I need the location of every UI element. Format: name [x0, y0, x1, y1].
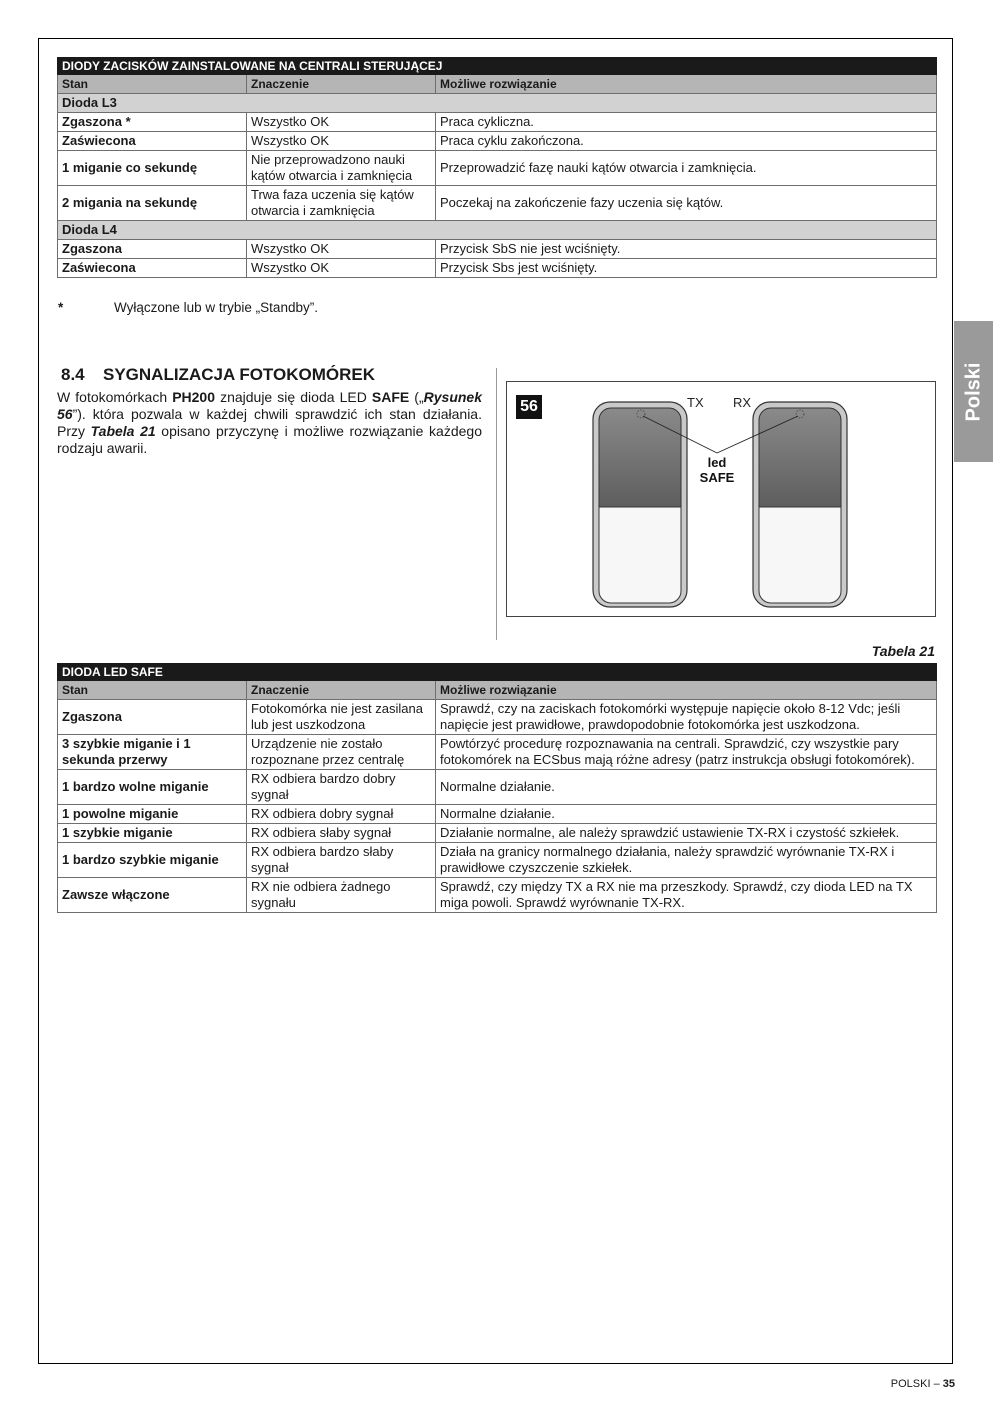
state-cell: Zaświecona [58, 259, 247, 278]
table-row [58, 132, 937, 151]
solution-cell: Poczekaj na zakończenie fazy uczenia się kątów. [436, 186, 937, 221]
state-cell: 1 szybkie miganie [58, 824, 247, 843]
solution-cell: Sprawdź, czy na zaciskach fotokomórki występuje napięcie około 8-12 Vdc; jeśli napięcie jest prawidłowe, prawdopodobnie fotokomórka jest uszkodzona. [436, 700, 937, 735]
meaning-cell: RX odbiera słaby sygnał [247, 824, 436, 843]
table-row [58, 240, 937, 259]
solution-cell: Działa na granicy normalnego działania, należy sprawdzić wyrównanie TX-RX i prawidłowe czyszczenie szkiełek. [436, 843, 937, 878]
footnote-text: Wyłączone lub w trybie „Standby”. [114, 300, 318, 315]
table-header-row [58, 75, 937, 94]
safe-label: SAFE [699, 470, 735, 485]
section-label: Dioda L3 [58, 94, 937, 113]
footnote [58, 300, 318, 315]
meaning-cell: Wszystko OK [247, 132, 436, 151]
section-title: SYGNALIZACJA FOTOKOMÓREK [103, 365, 376, 384]
tx-photocell [593, 402, 687, 607]
text-run: („ [409, 389, 424, 405]
column-header: Znaczenie [247, 75, 436, 94]
table-row [58, 805, 937, 824]
column-header: Możliwe rozwiązanie [436, 681, 937, 700]
state-cell: Zgaszona [58, 700, 247, 735]
page-number: 35 [942, 1378, 955, 1390]
table-row [58, 186, 937, 221]
state-cell: 1 miganie co sekundę [58, 151, 247, 186]
state-cell: 1 bardzo szybkie miganie [58, 843, 247, 878]
language-tab-label: Polski [962, 362, 984, 421]
table-header-row [58, 681, 937, 700]
text-run: znajduje się dioda LED [215, 389, 372, 405]
solution-cell: Sprawdź, czy między TX a RX nie ma przeszkody. Sprawdź, czy dioda LED na TX miga powoli. Sprawdź wyrównanie TX-RX. [436, 878, 937, 913]
table-row [58, 151, 937, 186]
meaning-cell: Wszystko OK [247, 113, 436, 132]
led-name: SAFE [371, 389, 410, 405]
figure-reference: Rysunek 56 [57, 389, 482, 422]
table-row [58, 843, 937, 878]
solution-cell: Przycisk SbS nie jest wciśnięty. [436, 240, 937, 259]
figure-number: 56 [516, 395, 542, 419]
solution-cell: Przeprowadzić fazę nauki kątów otwarcia i zamknięcia. [436, 151, 937, 186]
led-table-central [57, 57, 937, 278]
column-header: Możliwe rozwiązanie [436, 75, 937, 94]
table-title: DIODA LED SAFE [58, 664, 937, 681]
meaning-cell: Nie przeprowadzono nauki kątów otwarcia i zamknięcia [247, 151, 436, 186]
solution-cell: Przycisk Sbs jest wciśnięty. [436, 259, 937, 278]
table-row [58, 700, 937, 735]
footer-label: POLSKI – [890, 1378, 943, 1390]
meaning-cell: RX odbiera bardzo słaby sygnał [247, 843, 436, 878]
solution-cell: Normalne działanie. [436, 805, 937, 824]
text-run: W fotokomórkach [57, 389, 173, 405]
footnote-marker: * [58, 300, 64, 315]
led-label: led [707, 455, 727, 470]
solution-cell: Normalne działanie. [436, 770, 937, 805]
state-cell: Zgaszona * [58, 113, 247, 132]
state-cell: 1 powolne miganie [58, 805, 247, 824]
column-header: Znaczenie [247, 681, 436, 700]
table-title: DIODY ZACISKÓW ZAINSTALOWANE NA CENTRALI STERUJĄCEJ [58, 58, 937, 75]
solution-cell: Działanie normalne, ale należy sprawdzić ustawienie TX-RX i czystość szkiełek. [436, 824, 937, 843]
solution-cell: Praca cyklu zakończona. [436, 132, 937, 151]
meaning-cell: Urządzenie nie zostało rozpoznane przez centralę [247, 735, 436, 770]
table-caption: Tabela 21 [871, 643, 935, 659]
meaning-cell: Wszystko OK [247, 259, 436, 278]
section-paragraph [57, 389, 482, 457]
table-row [58, 259, 937, 278]
table-row [58, 735, 937, 770]
state-cell: Zawsze włączone [58, 878, 247, 913]
column-header: Stan [58, 75, 247, 94]
led-safe-table [57, 663, 937, 913]
page-footer [891, 1378, 955, 1390]
state-cell: Zaświecona [58, 132, 247, 151]
rx-photocell [753, 402, 847, 607]
state-cell: 1 bardzo wolne miganie [58, 770, 247, 805]
text-run: ”). która pozwala w każdej chwili sprawdzić ich stan działania. Przy [57, 406, 482, 439]
text-run: opisano przyczynę i możliwe rozwiązanie każdego rodzaju awarii. [57, 423, 482, 456]
section-heading [61, 365, 375, 385]
solution-cell: Powtórzyć procedurę rozpoznawania na centrali. Sprawdzić, czy wszystkie pary fotokomórek na ECSbus mają różne adresy (patrz instrukcja obsługi fotokomórek). [436, 735, 937, 770]
state-cell: 2 migania na sekundę [58, 186, 247, 221]
section-label: Dioda L4 [58, 221, 937, 240]
section-row [58, 221, 937, 240]
product-name: PH200 [172, 389, 215, 405]
column-divider [496, 368, 497, 640]
photocell-illustration [506, 381, 936, 617]
table-row [58, 824, 937, 843]
table-row [58, 878, 937, 913]
tx-label: TX [687, 395, 704, 410]
state-cell: 3 szybkie miganie i 1 sekunda przerwy [58, 735, 247, 770]
state-cell: Zgaszona [58, 240, 247, 259]
meaning-cell: Fotokomórka nie jest zasilana lub jest uszkodzona [247, 700, 436, 735]
meaning-cell: RX odbiera bardzo dobry sygnał [247, 770, 436, 805]
table-row [58, 113, 937, 132]
section-number: 8.4 [61, 365, 85, 384]
table-reference: Tabela 21 [90, 423, 156, 439]
language-tab [954, 321, 993, 462]
section-row [58, 94, 937, 113]
meaning-cell: Trwa faza uczenia się kątów otwarcia i zamknięcia [247, 186, 436, 221]
column-header: Stan [58, 681, 247, 700]
meaning-cell: RX odbiera dobry sygnał [247, 805, 436, 824]
rx-label: RX [733, 395, 752, 410]
table-row [58, 770, 937, 805]
meaning-cell: RX nie odbiera żadnego sygnału [247, 878, 436, 913]
meaning-cell: Wszystko OK [247, 240, 436, 259]
solution-cell: Praca cykliczna. [436, 113, 937, 132]
